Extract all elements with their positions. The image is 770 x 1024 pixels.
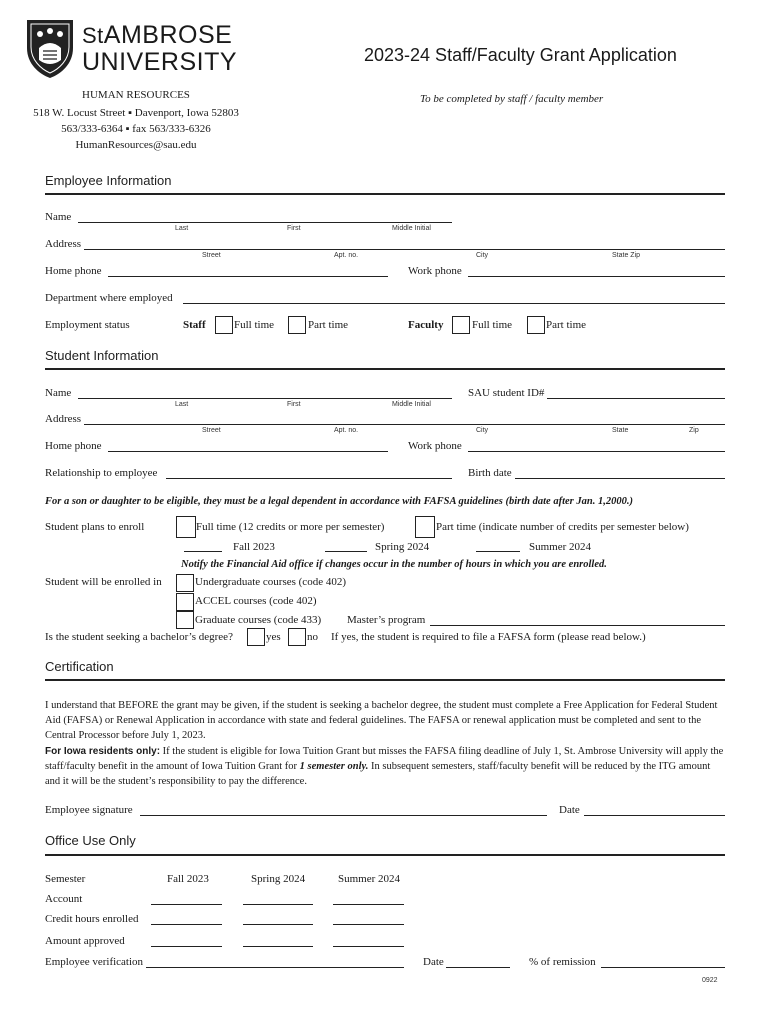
bachelor-no-label: no [307, 631, 318, 643]
student-mi-caption: Middle Initial [392, 401, 431, 408]
student-first-caption: First [287, 401, 301, 408]
office-verification-label: Employee verification [45, 956, 144, 968]
office-date-field[interactable] [446, 967, 510, 968]
credit-hours-summer-field[interactable] [333, 924, 404, 925]
birth-date-field[interactable] [515, 478, 725, 479]
signature-date-field[interactable] [584, 815, 725, 816]
employee-dept-label: Department where employed [45, 292, 173, 304]
summer-credits-label: Summer 2024 [529, 541, 592, 553]
relationship-field[interactable] [166, 478, 452, 479]
employee-name-label: Name [45, 211, 72, 223]
office-heading: Office Use Only [45, 833, 136, 848]
student-name-label: Name [45, 387, 72, 399]
notify-note: Notify the Financial Aid office if changes occur in the number of hours in which you are enrolled. [181, 559, 607, 570]
office-account-label: Account [45, 893, 83, 905]
employee-home-phone-field[interactable] [108, 276, 388, 277]
fall-credits-field[interactable] [184, 551, 222, 552]
employee-dept-field[interactable] [183, 303, 725, 304]
fafsa-note: If yes, the student is required to file a FAFSA form (please read below.) [331, 631, 646, 643]
bachelor-yes-checkbox[interactable] [247, 628, 265, 646]
student-id-field[interactable] [547, 398, 725, 399]
iowa-residents-lead: For Iowa residents only: [45, 746, 161, 757]
faculty-part-time-checkbox[interactable] [527, 316, 545, 334]
logo-university: UNIVERSITY [82, 48, 238, 76]
employee-work-phone-field[interactable] [468, 276, 725, 277]
account-summer-field[interactable] [333, 904, 404, 905]
staff-full-time-checkbox[interactable] [215, 316, 233, 334]
divider [45, 679, 725, 681]
employee-last-caption: Last [175, 225, 189, 232]
faculty-full-time-label: Full time [472, 319, 513, 331]
bachelor-no-checkbox[interactable] [288, 628, 306, 646]
staff-part-time-label: Part time [308, 319, 349, 331]
employee-city-caption: City [476, 252, 489, 259]
summer-credits-field[interactable] [476, 551, 520, 552]
employee-mi-caption: Middle Initial [392, 225, 431, 232]
signature-field[interactable] [140, 815, 547, 816]
faculty-part-time-label: Part time [546, 319, 587, 331]
employee-apt-caption: Apt. no. [334, 252, 359, 259]
remission-field[interactable] [601, 967, 725, 968]
student-apt-caption: Apt. no. [334, 427, 359, 434]
form-code: 0922 [702, 977, 718, 984]
full-time-enroll-checkbox[interactable] [176, 516, 196, 538]
masters-label: Master’s program [347, 614, 426, 626]
office-credit-hours-label: Credit hours enrolled [45, 913, 139, 925]
fall-credits-label: Fall 2023 [233, 541, 275, 553]
full-time-enroll-label: Full time (12 credits or more per semester) [196, 521, 385, 533]
employee-work-phone-label: Work phone [408, 265, 462, 277]
employee-state-zip-caption: State Zip [612, 252, 641, 259]
enrolled-label: Student will be enrolled in [45, 576, 162, 588]
employee-first-caption: First [287, 225, 301, 232]
office-remission-label: % of remission [529, 956, 596, 968]
employee-street-caption: Street [202, 252, 221, 259]
part-time-enroll-label: Part time (indicate number of credits per semester below) [436, 521, 689, 533]
amount-summer-field[interactable] [333, 946, 404, 947]
plans-label: Student plans to enroll [45, 521, 145, 533]
signature-date-label: Date [559, 804, 580, 816]
student-home-phone-label: Home phone [45, 440, 102, 452]
page-title: 2023-24 Staff/Faculty Grant Application [364, 45, 677, 65]
office-semester-label: Semester [45, 873, 86, 885]
part-time-enroll-checkbox[interactable] [415, 516, 435, 538]
student-section-heading: Student Information [45, 348, 159, 363]
certification-heading: Certification [45, 659, 114, 674]
signature-label: Employee signature [45, 804, 133, 816]
dept-phone: 563/333-6364 ▪ fax 563/333-6326 [61, 123, 211, 135]
divider [45, 193, 725, 195]
office-summer-header: Summer 2024 [338, 873, 401, 885]
employment-status-label: Employment status [45, 319, 130, 331]
undergrad-checkbox[interactable] [176, 574, 194, 592]
certification-paragraph-1: I understand that BEFORE the grant may be given, if the student is seeking a bachelor degree, the student must complete a Free Application for Federal Student Aid (FAFSA) or Renewal Application in accordance with state and federal guidelines. The FAFSA or renewal application must be completed and sent to the Central Processor before July 1, 2023. [45, 700, 718, 741]
credit-hours-spring-field[interactable] [243, 924, 313, 925]
graduate-checkbox[interactable] [176, 611, 194, 629]
shield-icon [25, 18, 75, 80]
employee-section-heading: Employee Information [45, 173, 172, 188]
bachelor-question: Is the student seeking a bachelor’s degree? [45, 631, 233, 643]
student-zip-caption: Zip [689, 427, 699, 434]
staff-full-time-label: Full time [234, 319, 275, 331]
employee-home-phone-label: Home phone [45, 265, 102, 277]
undergrad-label: Undergraduate courses (code 402) [195, 576, 346, 588]
relationship-label: Relationship to employee [45, 467, 158, 479]
student-address-label: Address [45, 413, 82, 425]
birth-date-label: Birth date [468, 467, 512, 479]
employee-address-field[interactable] [84, 249, 725, 250]
office-date-label: Date [423, 956, 444, 968]
bachelor-yes-label: yes [266, 631, 281, 643]
office-spring-header: Spring 2024 [251, 873, 306, 885]
amount-fall-field[interactable] [151, 946, 222, 947]
student-address-field[interactable] [84, 424, 725, 425]
iowa-text-b: In subsequent semesters, staff/faculty benefit will be reduced by the ITG amount and it will be the student’s responsibility to pay the difference. [45, 761, 711, 787]
staff-label: Staff [183, 319, 206, 331]
divider [45, 854, 725, 856]
office-fall-header: Fall 2023 [167, 873, 209, 885]
staff-part-time-checkbox[interactable] [288, 316, 306, 334]
student-state-caption: State [612, 427, 629, 434]
iowa-text-a: If the student is eligible for Iowa Tuition Grant but misses the FAFSA filing deadline of July 1, St. Ambrose University will apply the staff/faculty benefit in the amount of Iowa Tuition Grant for [45, 746, 724, 772]
page-subtitle: To be completed by staff / faculty member [420, 93, 604, 105]
faculty-full-time-checkbox[interactable] [452, 316, 470, 334]
student-name-field[interactable] [78, 398, 452, 399]
account-fall-field[interactable] [151, 904, 222, 905]
verification-field[interactable] [146, 967, 404, 968]
dept-address: 518 W. Locust Street ▪ Davenport, Iowa 52803 [33, 107, 239, 119]
certification-paragraph-2 [45, 744, 725, 789]
logo-ambrose: AMBROSE [103, 21, 233, 49]
office-amount-label: Amount approved [45, 935, 125, 947]
spring-credits-field[interactable] [325, 551, 367, 552]
account-spring-field[interactable] [243, 904, 313, 905]
iowa-text-emphasis: 1 semester only. [299, 761, 369, 772]
student-home-phone-field[interactable] [108, 451, 388, 452]
spring-credits-label: Spring 2024 [375, 541, 430, 553]
dept-name: HUMAN RESOURCES [82, 89, 190, 101]
masters-field[interactable] [430, 625, 725, 626]
student-work-phone-field[interactable] [468, 451, 725, 452]
accel-checkbox[interactable] [176, 593, 194, 611]
employee-address-label: Address [45, 238, 82, 250]
divider [45, 368, 725, 370]
accel-label: ACCEL courses (code 402) [195, 595, 317, 607]
student-street-caption: Street [202, 427, 221, 434]
graduate-label: Graduate courses (code 433) [195, 614, 322, 626]
amount-spring-field[interactable] [243, 946, 313, 947]
credit-hours-fall-field[interactable] [151, 924, 222, 925]
student-last-caption: Last [175, 401, 189, 408]
student-city-caption: City [476, 427, 489, 434]
student-work-phone-label: Work phone [408, 440, 462, 452]
student-id-label: SAU student ID# [468, 387, 545, 399]
logo-st: St [82, 23, 104, 48]
dept-email: HumanResources@sau.edu [75, 139, 197, 151]
employee-name-field[interactable] [78, 222, 452, 223]
faculty-label: Faculty [408, 319, 444, 331]
eligibility-note: For a son or daughter to be eligible, they must be a legal dependent in accordance with FAFSA guidelines (birth date after Jan. 1,2000.) [45, 496, 633, 507]
